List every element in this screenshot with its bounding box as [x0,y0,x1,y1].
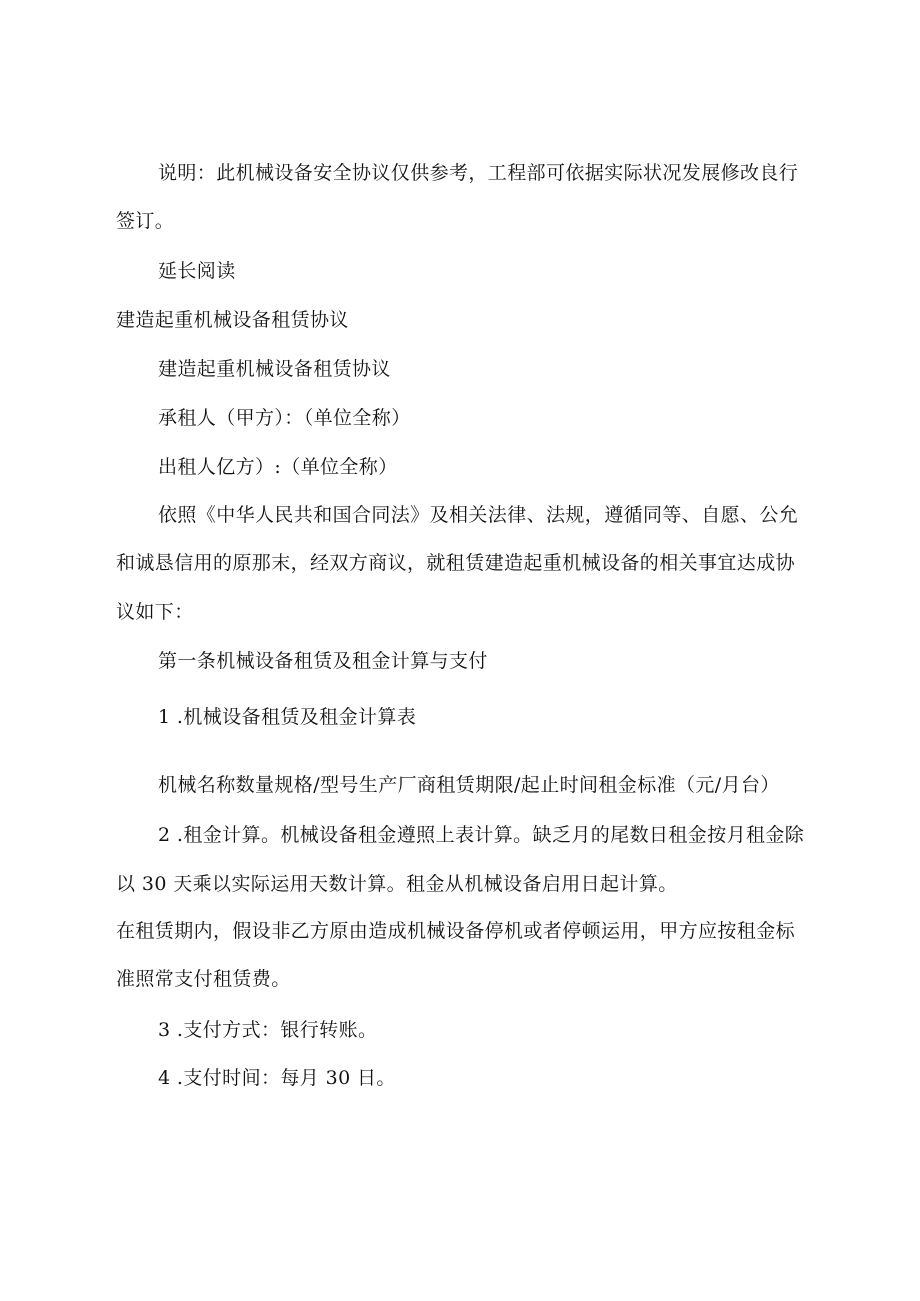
item-4: 4 .支付时间：每月 30 日。 [158,1067,396,1089]
note-line-2: 签订。 [116,210,175,232]
item-2-line-2: 以 30 天乘以实际运用天数计算。租金从机械设备启用日起计算。 [116,873,678,895]
article-1-heading: 第一条机械设备租赁及租金计算与支付 [158,650,488,672]
stoppage-clause-line-1: 在租赁期内，假设非乙方原由造成机械设备停机或者停顿运用，甲方应按租金标 [116,920,796,942]
item-1: 1 .机械设备租赁及租金计算表 [158,706,417,728]
item-3: 3 .支付方式：银行转账。 [158,1019,378,1041]
document-title: 建造起重机械设备租赁协议 [116,309,349,331]
preamble-line-2: 和诚恳信用的原那末，经双方商议，就租赁建造起重机械设备的相关事宜达成协 [116,552,796,574]
item-2-line-1: 2 .租金计算。机械设备租金遵照上表计算。缺乏月的尾数日租金按月租金除 [158,824,805,846]
document-subtitle: 建造起重机械设备租赁协议 [158,358,391,380]
further-reading-label: 延长阅读 [158,260,236,282]
preamble-line-1: 依照《中华人民共和国合同法》及相关法律、法规，遵循同等、自愿、公允 [158,504,799,526]
lessor-line: 出租人亿方）:（单位全称） [158,456,398,478]
lessee-line: 承租人（甲方）：（单位全称） [158,407,411,429]
rental-table-header: 机械名称数量规格/型号生产厂商租赁期限/起止时间租金标准（元/月台） [158,774,780,796]
preamble-line-3: 议如下： [116,601,194,623]
stoppage-clause-line-2: 准照常支付租赁费。 [116,968,291,990]
note-line-1: 说明：此机械设备安全协议仅供参考，工程部可依据实际状况发展修改良行 [158,162,799,184]
